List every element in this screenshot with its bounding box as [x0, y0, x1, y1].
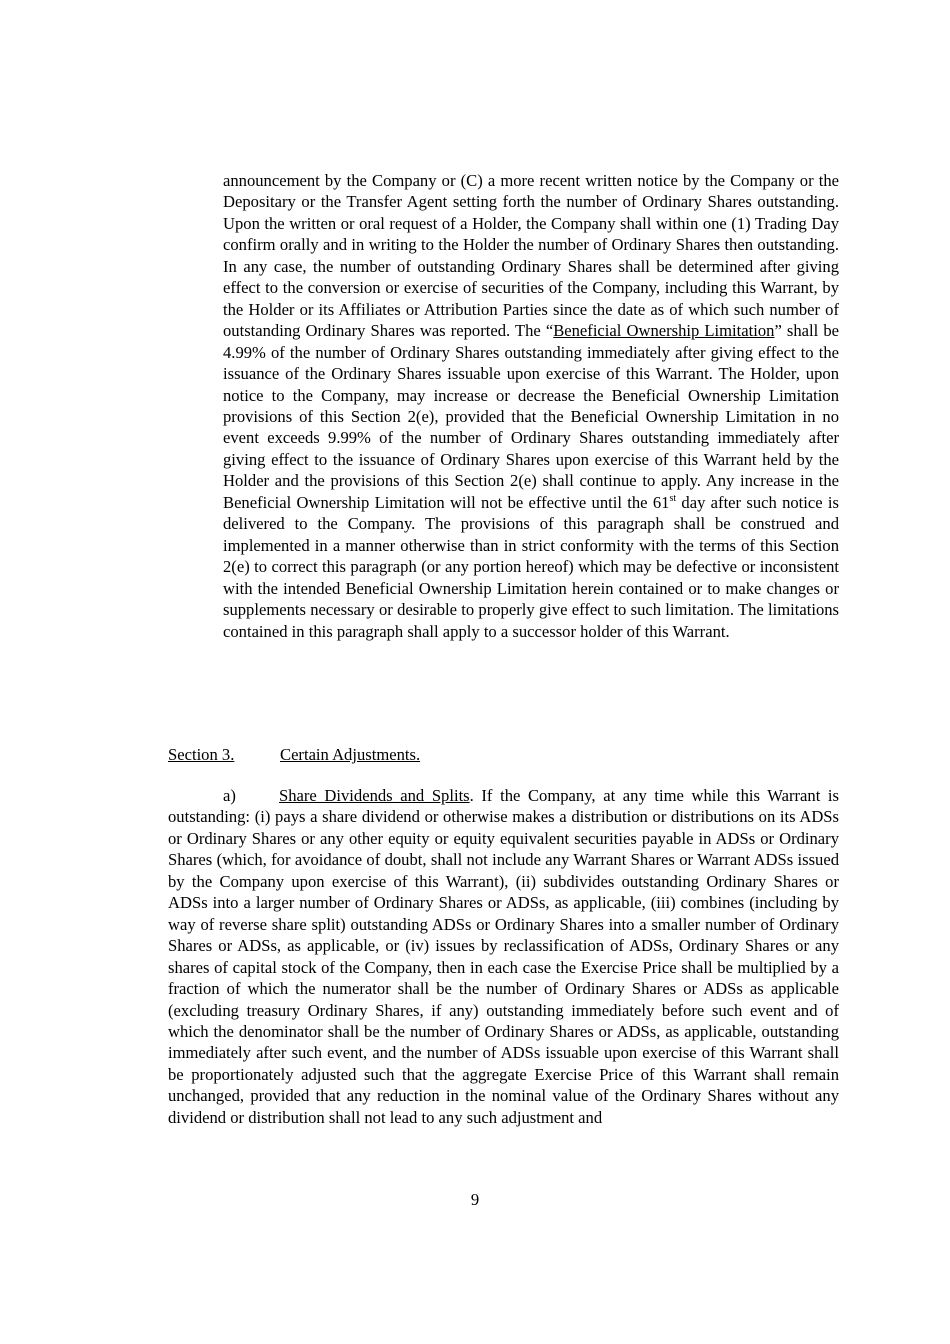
section-3-heading — [168, 744, 839, 765]
section-title: Certain Adjustments. — [280, 745, 421, 764]
ordinal-superscript: st — [669, 492, 677, 504]
paragraph-text-part-1: announcement by the Company or (C) a more recent written notice by the Company or the Depositary or the Transfer Agent setting forth the number of Ordinary Shares outstanding. Upon the written or oral request of a Holder, the Company shall within one (1) Trading Day confirm orally and in writing to the Holder the number of Ordinary Shares then outstanding. In any case, the number of outstanding Ordinary Shares shall be determined after giving effect to the conversion or exercise of securities of the Company, including this Warrant, by the Holder or its Affiliates or Attribution Parties since the date as of which such number of outstanding Ordinary Shares was reported. The “ — [223, 171, 839, 341]
paragraph-text-part-2: ” shall be 4.99% of the number of Ordinary Shares outstanding immediately after giving effect to the issuance of the Ordinary Shares issuable upon exercise of this Warrant. The Holder, upon notice to the Company, may increase or decrease the Beneficial Ownership Limitation provisions of this Section 2(e), provided that the Beneficial Ownership Limitation in no event exceeds 9.99% of the number of Ordinary Shares outstanding immediately after giving effect to the issuance of Ordinary Shares upon exercise of this Warrant held by the Holder and the provisions of this Section 2(e) shall continue to apply. Any increase in the Beneficial Ownership Limitation will not be effective until the 61 — [223, 321, 839, 512]
subsection-text: . If the Company, at any time while this Warrant is outstanding: (i) pays a share dividend or otherwise makes a distribution or distributions on its ADSs or Ordinary Shares or any other equity or equity equivalent securities payable in ADSs or Ordinary Shares (which, for avoidance of doubt, shall not include any Warrant Shares or Warrant ADSs issued by the Company upon exercise of this Warrant), (ii) subdivides outstanding Ordinary Shares or ADSs into a larger number of Ordinary Shares or ADSs, as applicable, (iii) combines (including by way of reverse share split) outstanding ADSs or Ordinary Shares into a smaller number of Ordinary Shares or ADSs, as applicable, or (iv) issues by reclassification of ADSs, Ordinary Shares or any shares of capital stock of the Company, then in each case the Exercise Price shall be multiplied by a fraction of which the numerator shall be the number of Ordinary Shares or ADSs as applicable (excluding treasury Ordinary Shares, if any) outstanding immediately before such event and of which the denominator shall be the number of Ordinary Shares or ADSs, as applicable, outstanding immediately after such event, and the number of ADSs issuable upon exercise of this Warrant shall be proportionately adjusted such that the aggregate Exercise Price of this Warrant shall remain unchanged, provided that any reduction in the nominal value of the Ordinary Shares without any dividend or distribution shall not lead to any such adjustment and — [168, 786, 839, 1127]
paragraph-text-part-3: day after such notice is delivered to the Company. The provisions of this paragraph shall be construed and implemented in a manner otherwise than in strict conformity with the terms of this Section 2(e) to correct this paragraph (or any portion hereof) which may be defective or inconsistent with the intended Beneficial Ownership Limitation herein contained or to make changes or supplements necessary or desirable to properly give effect to such limitation. The limitations contained in this paragraph shall apply to a successor holder of this Warrant. — [223, 492, 840, 641]
subsection-title: Share Dividends and Splits — [279, 786, 470, 805]
defined-term-beneficial-ownership-limitation: Beneficial Ownership Limitation — [553, 321, 775, 341]
page-number: 9 — [470, 1190, 480, 1209]
beneficial-ownership-paragraph — [223, 170, 839, 642]
subsection-a-paragraph — [168, 785, 839, 1128]
subsection-label: a) — [223, 786, 236, 805]
section-number: Section 3. — [168, 745, 235, 764]
